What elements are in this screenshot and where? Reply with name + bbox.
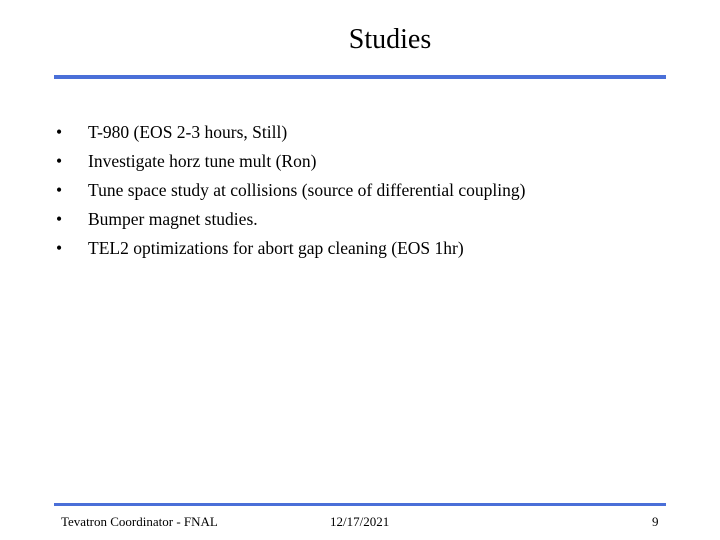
bullet-icon: • [56,238,63,258]
footer-organization: Tevatron Coordinator - FNAL [61,514,218,529]
list-item [56,151,525,180]
bullet-text: T-980 (EOS 2-3 hours, Still) [88,122,288,142]
list-item [56,180,525,209]
bullet-icon: • [56,151,63,171]
footer-date: 12/17/2021 [330,514,390,529]
slide-title: Studies [348,24,432,55]
bullet-icon: • [56,122,63,142]
bullet-icon: • [56,209,63,229]
bullet-text: Investigate horz tune mult (Ron) [88,151,317,171]
bullet-text: TEL2 optimizations for abort gap cleaning (EOS 1hr) [88,238,464,258]
bullet-icon: • [56,180,63,200]
bullet-text: Tune space study at collisions (source of differential coupling) [88,180,526,200]
list-item [56,122,525,151]
bullet-text: Bumper magnet studies. [88,209,258,229]
bullet-list [56,122,525,267]
list-item [56,238,525,267]
title-divider [54,75,666,79]
list-item [56,209,525,238]
footer-divider [54,503,666,506]
page-number: 9 [652,514,659,529]
